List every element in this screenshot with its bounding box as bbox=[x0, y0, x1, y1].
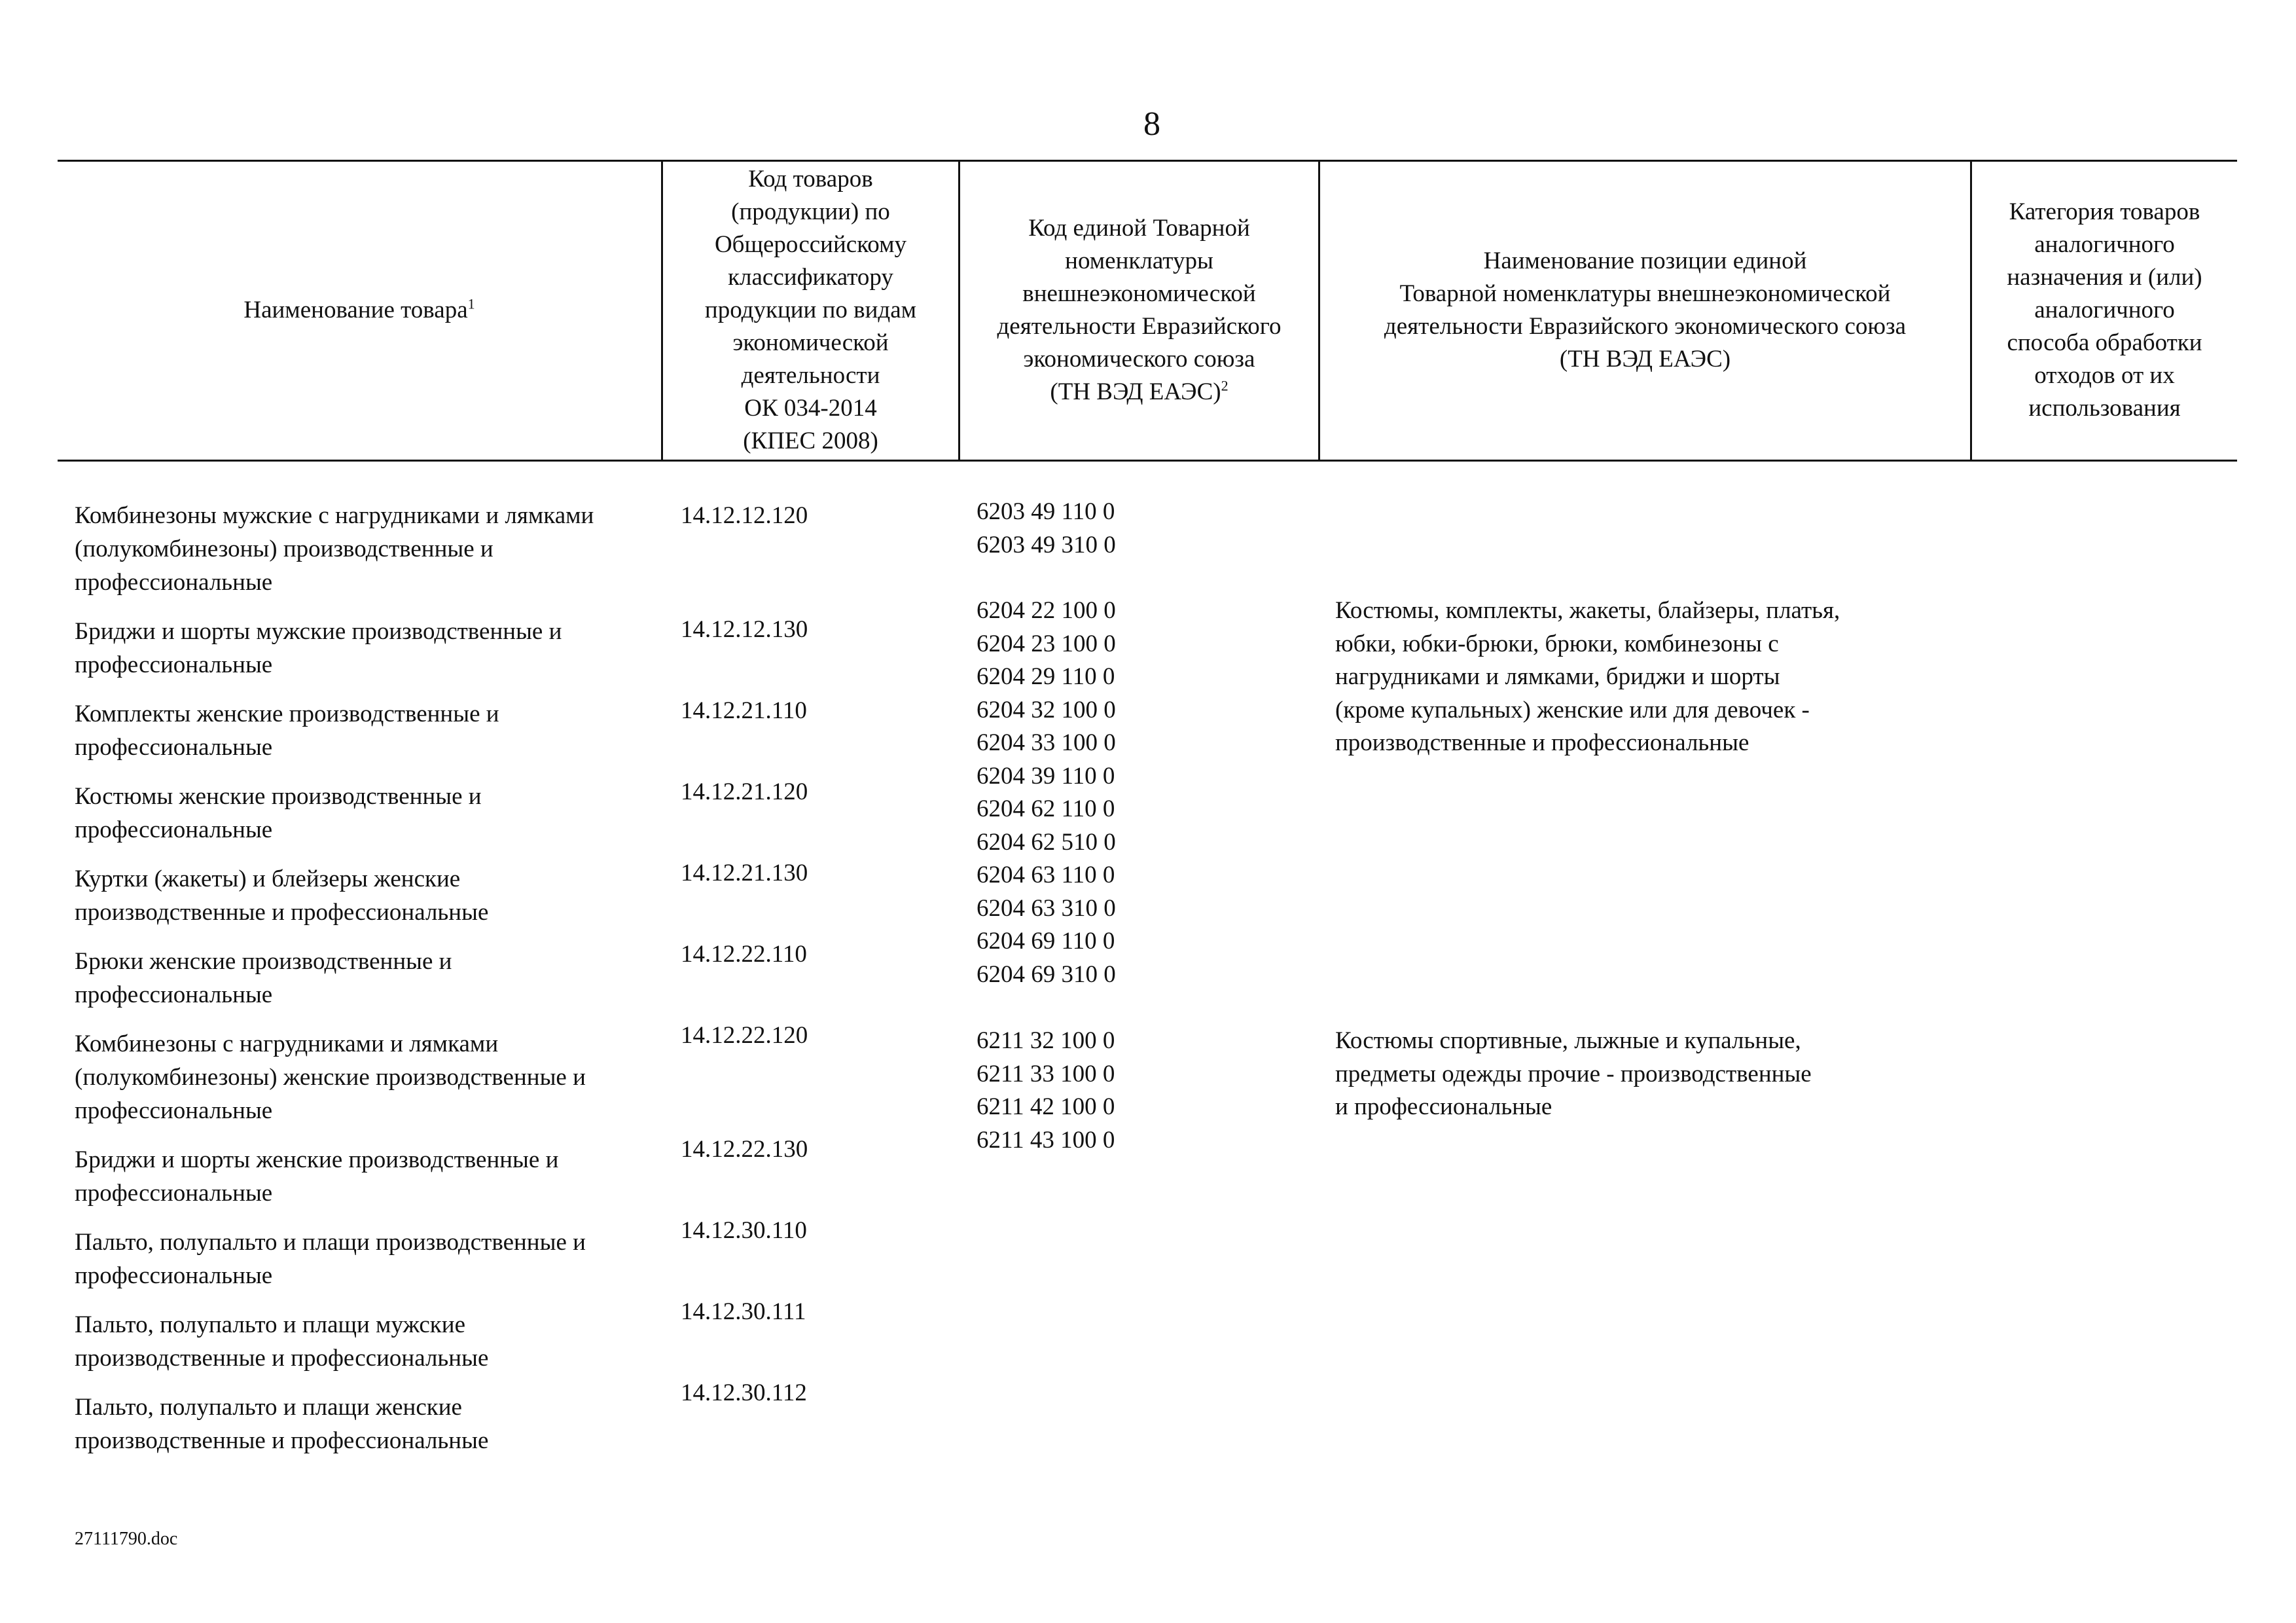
header-line: аналогичного bbox=[2034, 231, 2175, 258]
header-line: Общероссийскому bbox=[714, 231, 907, 258]
footnote-marker: 1 bbox=[467, 295, 475, 312]
header-line: отходов от их bbox=[2034, 362, 2175, 389]
header-line: деятельности Евразийского bbox=[997, 313, 1282, 340]
tn-ved-code: 6211 33 100 0 bbox=[977, 1060, 1115, 1087]
table-row-okpd-code: 14.12.21.130 bbox=[681, 860, 808, 886]
header-line: (ТН ВЭД ЕАЭС) bbox=[1559, 346, 1731, 373]
header-line: Наименование позиции единой bbox=[1483, 247, 1807, 274]
header-product-name-text: Наименование товара bbox=[243, 297, 468, 323]
tn-ved-code: 6204 69 110 0 bbox=[977, 928, 1115, 955]
table-row-okpd-code: 14.12.22.110 bbox=[681, 941, 807, 968]
page-number: 8 bbox=[1143, 105, 1160, 143]
table-row-okpd-code: 14.12.12.120 bbox=[681, 502, 808, 529]
description-line: (кроме купальных) женские или для девочек - bbox=[1335, 696, 1810, 723]
description-line: Костюмы, комплекты, жакеты, блайзеры, платья, bbox=[1335, 597, 1840, 624]
product-names-column bbox=[75, 499, 651, 1473]
table-row-okpd-code: 14.12.30.110 bbox=[681, 1217, 807, 1244]
document-file-id: 27111790.doc bbox=[75, 1529, 178, 1549]
header-product-name bbox=[58, 161, 661, 460]
table-row-name: Бриджи и шорты мужские производственные и профессиональные bbox=[75, 618, 562, 678]
header-line: (продукции) по bbox=[731, 198, 890, 225]
header-line: использования bbox=[2028, 395, 2181, 422]
table-row-name: Комплекты женские производственные и профессиональные bbox=[75, 701, 499, 761]
tn-ved-code: 6211 42 100 0 bbox=[977, 1093, 1115, 1120]
table-row-name: Комбинезоны с нагрудниками и лямками (полукомбинезоны) женские производственные и профессиональные bbox=[75, 1030, 586, 1124]
table-row-okpd-code: 14.12.22.130 bbox=[681, 1136, 808, 1163]
table-row-okpd-code: 14.12.22.120 bbox=[681, 1022, 808, 1049]
tn-ved-code: 6204 22 100 0 bbox=[977, 597, 1116, 624]
header-tn-ved-position-name bbox=[1320, 161, 1970, 460]
tn-ved-code: 6204 29 110 0 bbox=[977, 663, 1115, 690]
tn-ved-code: 6204 23 100 0 bbox=[977, 630, 1116, 657]
description-line: Костюмы спортивные, лыжные и купальные, bbox=[1335, 1027, 1801, 1054]
tn-ved-code: 6211 43 100 0 bbox=[977, 1126, 1115, 1154]
table-row-name: Пальто, полупальто и плащи мужские производственные и профессиональные bbox=[75, 1311, 489, 1372]
tn-ved-code: 6204 32 100 0 bbox=[977, 696, 1116, 723]
tn-ved-position-description bbox=[1335, 594, 1937, 760]
header-line: аналогичного bbox=[2034, 297, 2175, 323]
header-line: классификатору bbox=[728, 264, 893, 291]
header-line: деятельности Евразийского экономического союза bbox=[1384, 313, 1907, 340]
header-okpd-code bbox=[663, 161, 958, 460]
tn-ved-code: 6203 49 310 0 bbox=[977, 531, 1116, 558]
header-line: продукции по видам bbox=[704, 297, 917, 323]
header-line: Категория товаров bbox=[2009, 198, 2200, 225]
tn-ved-code: 6204 33 100 0 bbox=[977, 729, 1116, 756]
table-row-okpd-code: 14.12.30.112 bbox=[681, 1379, 807, 1406]
header-line: деятельности bbox=[741, 362, 880, 389]
table-row-okpd-code: 14.12.12.130 bbox=[681, 616, 808, 643]
header-line: способа обработки bbox=[2007, 329, 2202, 356]
header-line: номенклатуры bbox=[1065, 247, 1213, 274]
header-line: (ТН ВЭД ЕАЭС) bbox=[1050, 378, 1221, 405]
header-line: внешнеэкономической bbox=[1022, 280, 1256, 307]
header-waste-category bbox=[1972, 161, 2237, 460]
description-line: и профессиональные bbox=[1335, 1093, 1552, 1120]
table-row-okpd-code: 14.12.30.111 bbox=[681, 1298, 806, 1325]
table-row-name: Куртки (жакеты) и блейзеры женские производственные и профессиональные bbox=[75, 866, 489, 926]
table-row-name: Брюки женские производственные и профессиональные bbox=[75, 948, 452, 1008]
header-tn-ved-code bbox=[960, 161, 1318, 460]
tn-ved-code: 6204 63 310 0 bbox=[977, 894, 1116, 922]
tn-ved-code: 6204 63 110 0 bbox=[977, 862, 1115, 888]
table-row-name: Комбинезоны мужские с нагрудниками и лямками (полукомбинезоны) производственные и профессиональные bbox=[75, 502, 594, 596]
description-line: производственные и профессиональные bbox=[1335, 729, 1749, 756]
tn-ved-position-description bbox=[1335, 1025, 1937, 1124]
table-row-name: Пальто, полупальто и плащи женские производственные и профессиональные bbox=[75, 1394, 489, 1454]
tn-ved-code-group bbox=[977, 594, 1238, 991]
header-line: (КПЕС 2008) bbox=[743, 428, 878, 454]
description-line: нагрудниками и лямками, бриджи и шорты bbox=[1335, 663, 1780, 690]
tn-ved-code: 6204 62 510 0 bbox=[977, 828, 1116, 856]
header-line: экономической bbox=[732, 329, 889, 356]
table-row-name: Пальто, полупальто и плащи производственные и профессиональные bbox=[75, 1229, 586, 1289]
description-line: предметы одежды прочие - производственные bbox=[1335, 1060, 1812, 1087]
tn-ved-code: 6211 32 100 0 bbox=[977, 1027, 1115, 1054]
tn-ved-code-group bbox=[977, 496, 1238, 562]
header-line: экономического союза bbox=[1023, 346, 1255, 373]
footnote-marker: 2 bbox=[1221, 377, 1229, 394]
tn-ved-code: 6204 39 110 0 bbox=[977, 762, 1115, 790]
table-row-name: Бриджи и шорты женские производственные и профессиональные bbox=[75, 1146, 559, 1207]
table-row-name: Костюмы женские производственные и профессиональные bbox=[75, 783, 482, 843]
header-line: Товарной номенклатуры внешнеэкономической bbox=[1399, 280, 1891, 307]
description-line: юбки, юбки-брюки, брюки, комбинезоны с bbox=[1335, 630, 1779, 657]
tn-ved-code: 6204 62 110 0 bbox=[977, 795, 1115, 822]
tn-ved-code-group bbox=[977, 1025, 1238, 1157]
header-line: Код единой Товарной bbox=[1028, 215, 1250, 242]
header-line: ОК 034-2014 bbox=[744, 395, 877, 422]
header-line: назначения и (или) bbox=[2007, 264, 2202, 291]
header-line: Код товаров bbox=[748, 166, 873, 192]
tn-ved-code: 6203 49 110 0 bbox=[977, 498, 1115, 525]
table-header-bottom-rule bbox=[58, 460, 2237, 462]
tn-ved-code: 6204 69 310 0 bbox=[977, 960, 1116, 988]
table-row-okpd-code: 14.12.21.120 bbox=[681, 778, 808, 805]
table-row-okpd-code: 14.12.21.110 bbox=[681, 697, 807, 724]
